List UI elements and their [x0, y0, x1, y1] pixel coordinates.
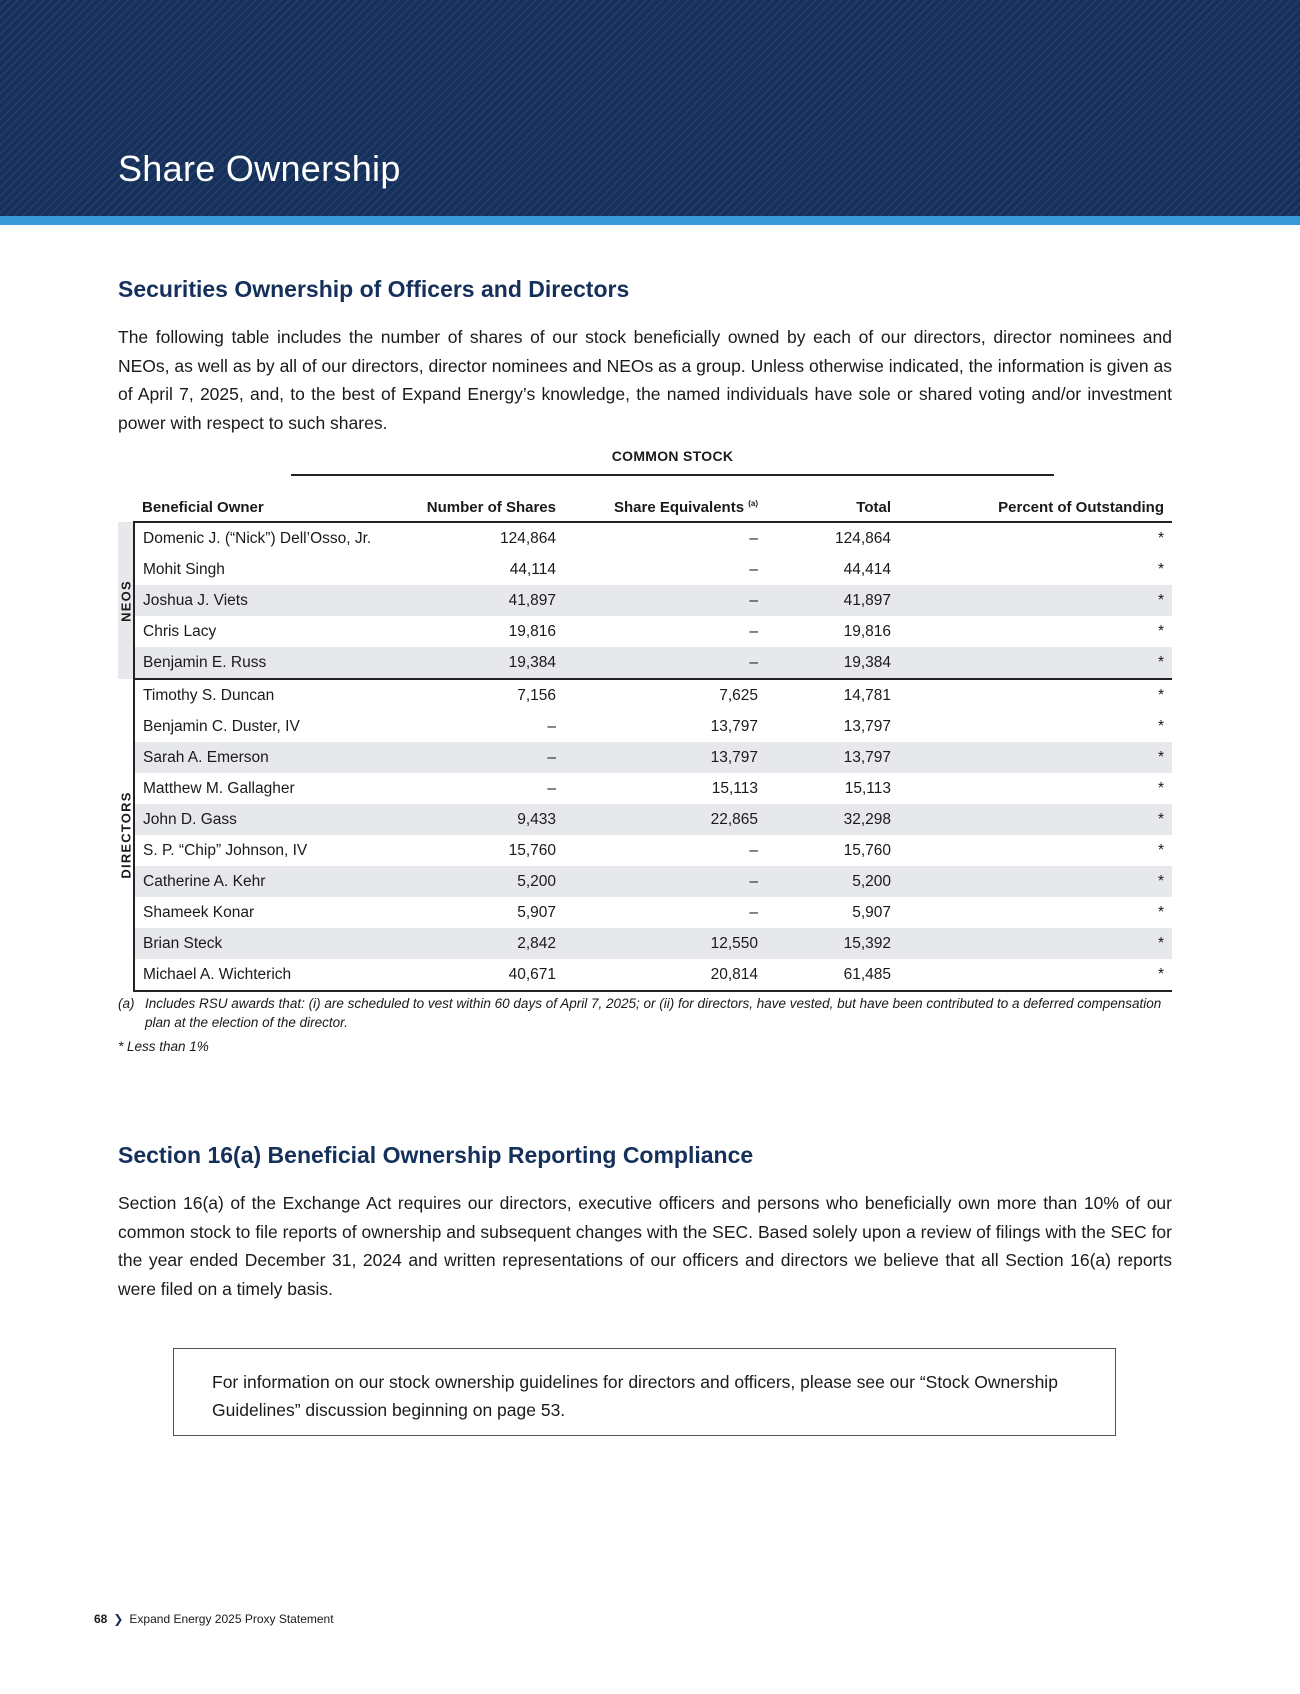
- percent-value: *: [899, 959, 1172, 991]
- table-row: [118, 616, 1172, 647]
- common-stock-header: COMMON STOCK: [291, 448, 1054, 476]
- total-value: 14,781: [843, 686, 891, 704]
- table-row: [118, 585, 1172, 616]
- total-value: 13,797: [843, 717, 891, 735]
- neos-group-label-cell: [118, 522, 134, 679]
- percent-value: *: [899, 742, 1172, 773]
- shares-value: 19,816: [508, 622, 556, 640]
- owner-name: Sarah A. Emerson: [134, 742, 384, 773]
- owner-name: Joshua J. Viets: [134, 585, 384, 616]
- table-row: [118, 742, 1172, 773]
- total-value: 13,797: [766, 742, 899, 773]
- section-16a-paragraph: Section 16(a) of the Exchange Act requires our directors, executive officers and persons who beneficially own more than 10% of our common stock to file reports of ownership and subsequent changes with the SEC. Based solely upon a review of filings with the SEC for the year ended December 31, 2024 and written representations of our officers and directors we believe that all Section 16(a) reports were filed on a timely basis.: [118, 1193, 1172, 1299]
- directors-group-label: DIRECTORS: [118, 791, 133, 879]
- equivalents-value: 7,625: [719, 686, 758, 704]
- table-row: [118, 711, 1172, 742]
- shares-value: 2,842: [384, 928, 564, 959]
- percent-value: *: [899, 804, 1172, 835]
- total-value: 61,485: [766, 959, 899, 991]
- footnote-a: [118, 994, 1172, 1032]
- owner-name: Chris Lacy: [143, 622, 217, 640]
- table-row: [118, 679, 1172, 711]
- percent-value: *: [1157, 841, 1164, 859]
- total-value: 19,384: [766, 647, 899, 679]
- shares-value: –: [547, 717, 556, 735]
- group-column-header: [118, 484, 134, 522]
- owner-name: Timothy S. Duncan: [143, 686, 275, 704]
- owner-name: S. P. “Chip” Johnson, IV: [143, 841, 308, 859]
- total-value: 44,414: [843, 560, 891, 578]
- neos-group-label: NEOS: [118, 579, 133, 622]
- page-title: Share Ownership: [118, 148, 401, 189]
- table-row: [118, 647, 1172, 679]
- equivalents-value: –: [749, 560, 758, 578]
- shares-value: 40,671: [384, 959, 564, 991]
- header-number-of-shares: Number of Shares: [384, 484, 564, 522]
- banner-accent-stripe: [0, 216, 1300, 225]
- percent-value: *: [1157, 717, 1164, 735]
- owner-name: Michael A. Wichterich: [134, 959, 384, 991]
- shares-value: 15,760: [508, 841, 556, 859]
- footnote-marker-a: (a): [748, 499, 758, 508]
- table-row: [118, 928, 1172, 959]
- table-row: [118, 959, 1172, 991]
- total-value: 15,760: [843, 841, 891, 859]
- total-value: 5,907: [852, 903, 891, 921]
- footnote-a-text: Includes RSU awards that: (i) are scheduled to vest within 60 days of April 7, 2025; or (ii) for directors, have vested, but have been contributed to a deferred compensation plan at the election of the director.: [145, 996, 1162, 1030]
- owner-name: Shameek Konar: [143, 903, 255, 921]
- equivalents-value: 15,113: [711, 779, 758, 797]
- table-row: [118, 866, 1172, 897]
- equivalents-value: –: [749, 529, 758, 547]
- percent-value: *: [899, 928, 1172, 959]
- equivalents-value: –: [749, 903, 758, 921]
- total-value: 15,113: [844, 779, 891, 797]
- owner-name: Brian Steck: [134, 928, 384, 959]
- percent-value: *: [1157, 529, 1164, 547]
- owner-name: Catherine A. Kehr: [134, 866, 384, 897]
- header-percent-outstanding: Percent of Outstanding: [899, 484, 1172, 522]
- total-value: 124,864: [834, 529, 891, 547]
- equivalents-value: –: [564, 647, 766, 679]
- shares-value: –: [547, 779, 556, 797]
- header-share-equivalents: [564, 484, 766, 522]
- percent-value: *: [1157, 686, 1164, 704]
- shares-value: 41,897: [384, 585, 564, 616]
- percent-value: *: [899, 585, 1172, 616]
- table-row: [118, 522, 1172, 554]
- shares-value: 5,907: [517, 903, 556, 921]
- owner-name: Mohit Singh: [143, 560, 225, 578]
- equivalents-value: –: [564, 866, 766, 897]
- owner-name: Benjamin C. Duster, IV: [143, 717, 300, 735]
- owner-name: Benjamin E. Russ: [134, 647, 384, 679]
- total-value: 41,897: [766, 585, 899, 616]
- shares-value: 7,156: [517, 686, 556, 704]
- table-row: [118, 554, 1172, 585]
- directors-group-label-cell: [118, 679, 134, 991]
- shares-value: 5,200: [384, 866, 564, 897]
- total-value: 5,200: [766, 866, 899, 897]
- table-header-row: [118, 484, 1172, 522]
- page-footer: [94, 1612, 334, 1626]
- equivalents-value: 22,865: [564, 804, 766, 835]
- intro-paragraph: The following table includes the number of shares of our stock beneficially owned by each of our directors, director nominees and NEOs, as well as by all of our directors, director nominees and NEOs as a group. Unless otherwise indicated, the information is given as of April 7, 2025, and, to the best of Expand Energy’s knowledge, the named individuals have sole or shared voting and/or investment power with respect to such shares.: [118, 327, 1172, 433]
- table-footnotes: [118, 994, 1172, 1056]
- equivalents-value: 13,797: [710, 717, 758, 735]
- table-row: [118, 835, 1172, 866]
- table-row: [118, 773, 1172, 804]
- footnote-star: * Less than 1%: [118, 1039, 209, 1054]
- equivalents-value: –: [749, 622, 758, 640]
- header-share-equivalents-label: Share Equivalents: [613, 499, 745, 516]
- footer-title: Expand Energy 2025 Proxy Statement: [129, 1612, 334, 1626]
- percent-value: *: [899, 866, 1172, 897]
- footnote-a-tag: (a): [118, 996, 135, 1011]
- shares-value: 9,433: [384, 804, 564, 835]
- shares-value: –: [384, 742, 564, 773]
- total-value: 19,816: [843, 622, 891, 640]
- shares-value: 124,864: [499, 529, 556, 547]
- total-value: 32,298: [766, 804, 899, 835]
- section-heading-securities-ownership: Securities Ownership of Officers and Directors: [118, 276, 630, 302]
- owner-name: Matthew M. Gallagher: [143, 779, 295, 797]
- equivalents-value: 20,814: [564, 959, 766, 991]
- chevron-right-icon: ❯: [113, 1612, 124, 1626]
- percent-value: *: [1157, 622, 1164, 640]
- page-number: 68: [94, 1612, 108, 1626]
- percent-value: *: [899, 647, 1172, 679]
- header-beneficial-owner: Beneficial Owner: [134, 484, 384, 522]
- total-value: 15,392: [766, 928, 899, 959]
- percent-value: *: [1157, 779, 1164, 797]
- percent-value: *: [1157, 903, 1164, 921]
- owner-name: John D. Gass: [134, 804, 384, 835]
- table-row: [118, 804, 1172, 835]
- equivalents-value: –: [749, 841, 758, 859]
- ownership-table: [118, 484, 1172, 992]
- equivalents-value: –: [564, 585, 766, 616]
- shares-value: 44,114: [509, 560, 556, 578]
- header-total: Total: [766, 484, 899, 522]
- equivalents-value: 12,550: [564, 928, 766, 959]
- table-row: [118, 897, 1172, 928]
- owner-name: Domenic J. (“Nick”) Dell’Osso, Jr.: [143, 529, 372, 547]
- equivalents-value: 13,797: [564, 742, 766, 773]
- percent-value: *: [1157, 560, 1164, 578]
- section-heading-section-16a: Section 16(a) Beneficial Ownership Reporting Compliance: [118, 1142, 754, 1168]
- ownership-guidelines-callout: [173, 1348, 1116, 1436]
- shares-value: 19,384: [384, 647, 564, 679]
- callout-text: For information on our stock ownership guidelines for directors and officers, please see our “Stock Ownership Guidelines” discussion beginning on page 53.: [212, 1372, 1058, 1420]
